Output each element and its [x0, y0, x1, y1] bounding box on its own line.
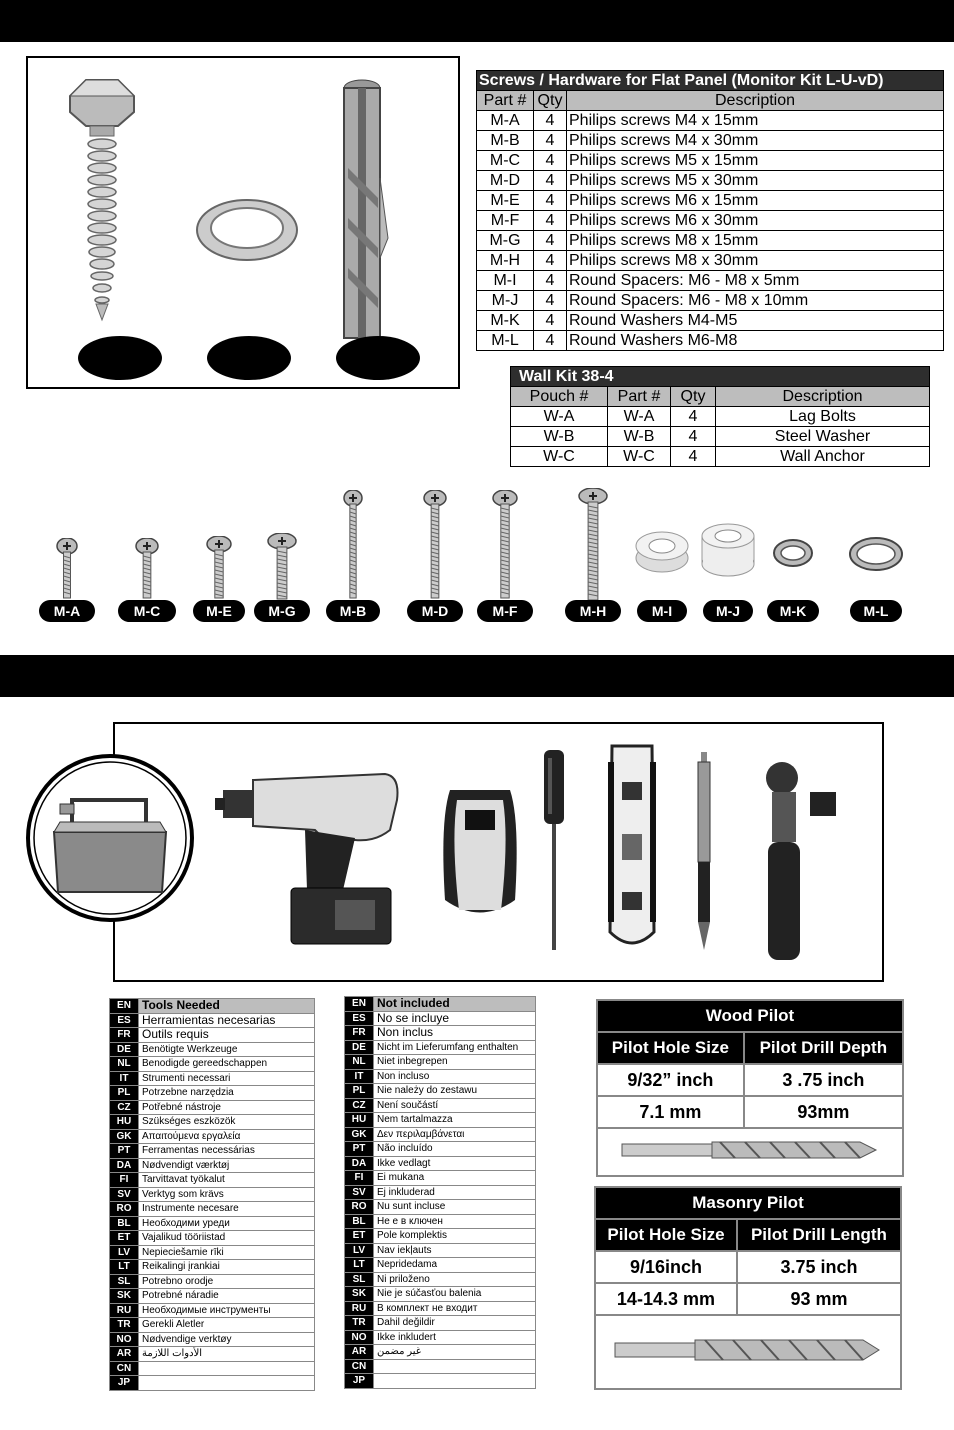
screw-icon	[421, 490, 449, 604]
hardware-cell-qty: 4	[534, 291, 567, 311]
language-row	[110, 1173, 315, 1188]
wall-kit-cell: W-C	[511, 447, 608, 467]
hardware-cell-qty: 4	[534, 131, 567, 151]
wall-kit-cell: W-A	[608, 407, 671, 427]
language-row	[345, 1345, 536, 1360]
language-row	[110, 1347, 315, 1362]
language-row	[110, 1361, 315, 1376]
language-text: Δεν περιλαμβάνεται	[374, 1127, 536, 1142]
language-text: Απαιτούμενα εργαλεία	[139, 1129, 315, 1144]
screw-icon	[576, 488, 610, 606]
hardware-cell-desc: Philips screws M6 x 15mm	[567, 191, 944, 211]
label-oval-w-c	[336, 336, 420, 380]
language-text: Benodigde gereedschappen	[139, 1057, 315, 1072]
language-text: Instrumente necesare	[139, 1202, 315, 1217]
masonry-pilot-cell: 9/16inch	[595, 1251, 737, 1283]
lag-bolt-icon	[70, 80, 134, 320]
language-row	[110, 1274, 315, 1289]
language-code: FR	[110, 1028, 139, 1043]
language-code: SV	[345, 1185, 374, 1200]
washer-icon	[772, 538, 814, 568]
language-row	[110, 1289, 315, 1304]
steel-washer-icon	[197, 200, 297, 260]
hardware-cell-qty: 4	[534, 151, 567, 171]
wall-kit-title: Wall Kit 38-4	[511, 367, 930, 387]
hardware-row	[477, 191, 944, 211]
language-text: Reikalingi įrankiai	[139, 1260, 315, 1275]
wall-kit-cell: 4	[671, 447, 716, 467]
language-row	[110, 1158, 315, 1173]
masonry-pilot-col-length: Pilot Drill Length	[737, 1219, 901, 1251]
wall-kit-cell: Steel Washer	[716, 427, 930, 447]
language-text: Není součástí	[374, 1098, 536, 1113]
masonry-pilot-cell: 93 mm	[737, 1283, 901, 1315]
language-row	[345, 1055, 536, 1070]
language-row	[345, 1243, 536, 1258]
language-row	[345, 1026, 536, 1041]
wood-pilot-cell: 3 .75 inch	[744, 1064, 903, 1096]
screw-icon	[341, 490, 365, 604]
tools-needed-table	[109, 998, 315, 1391]
hardware-cell-part: M-K	[477, 311, 534, 331]
language-code: GK	[345, 1127, 374, 1142]
hardware-cell-desc: Philips screws M5 x 30mm	[567, 171, 944, 191]
hardware-cell-desc: Round Washers M6-M8	[567, 331, 944, 351]
language-code: PT	[110, 1144, 139, 1159]
language-code: DE	[110, 1042, 139, 1057]
wall-kit-cell: W-C	[608, 447, 671, 467]
hardware-row	[477, 111, 944, 131]
label-oval-w-b	[207, 336, 291, 380]
wood-drill-bit-icon	[620, 1137, 880, 1163]
language-code: JP	[345, 1374, 374, 1389]
language-code: LV	[110, 1245, 139, 1260]
language-code: GK	[110, 1129, 139, 1144]
language-row	[345, 1040, 536, 1055]
language-text: Ferramentas necessárias	[139, 1144, 315, 1159]
language-row	[110, 1303, 315, 1318]
hardware-cell-part: M-B	[477, 131, 534, 151]
language-row	[110, 1100, 315, 1115]
hardware-cell-desc: Round Spacers: M6 - M8 x 10mm	[567, 291, 944, 311]
language-code: PT	[345, 1142, 374, 1157]
language-text: Nødvendigt værktøj	[139, 1158, 315, 1173]
language-text: В комплект не входит	[374, 1301, 536, 1316]
col-pouch: Pouch #	[511, 387, 608, 407]
hardware-row	[477, 231, 944, 251]
hardware-cell-part: M-J	[477, 291, 534, 311]
language-text: Verktyg som krävs	[139, 1187, 315, 1202]
language-code: RO	[110, 1202, 139, 1217]
language-text: Strumenti necessari	[139, 1071, 315, 1086]
hardware-cell-part: M-A	[477, 111, 534, 131]
part-label: M-B	[326, 600, 380, 622]
language-text: Не е в ключен	[374, 1214, 536, 1229]
hardware-cell-desc: Round Washers M4-M5	[567, 311, 944, 331]
language-code: EN	[345, 997, 374, 1012]
language-code: TR	[110, 1318, 139, 1333]
language-code: SL	[110, 1274, 139, 1289]
label-oval-w-a	[78, 336, 162, 380]
language-row	[110, 1057, 315, 1072]
language-row	[345, 1098, 536, 1113]
wall-kit-cell: W-B	[511, 427, 608, 447]
language-code: DE	[345, 1040, 374, 1055]
screwdriver-icon	[536, 748, 572, 953]
level-icon	[606, 742, 658, 957]
language-code: NO	[345, 1330, 374, 1345]
language-text: Nav iekļauts	[374, 1243, 536, 1258]
wall-kit-row	[511, 427, 930, 447]
top-header-bar	[0, 0, 954, 42]
hardware-cell-desc: Philips screws M8 x 30mm	[567, 251, 944, 271]
part-label: M-C	[118, 600, 176, 622]
section-header-bar	[0, 655, 954, 697]
wall-kit-cell: 4	[671, 407, 716, 427]
language-row	[345, 1171, 536, 1186]
part-label: M-J	[703, 600, 753, 622]
language-code: DA	[110, 1158, 139, 1173]
language-text: Ei mukana	[374, 1171, 536, 1186]
language-code: ET	[110, 1231, 139, 1246]
language-row	[110, 1202, 315, 1217]
hardware-cell-qty: 4	[534, 271, 567, 291]
language-code: LT	[345, 1258, 374, 1273]
hardware-cell-part: M-I	[477, 271, 534, 291]
wood-pilot-cell: 93mm	[744, 1096, 903, 1128]
language-code: EN	[110, 999, 139, 1014]
language-text: Potrzebne narzędzia	[139, 1086, 315, 1101]
language-code: FI	[345, 1171, 374, 1186]
language-row	[110, 1245, 315, 1260]
language-text: Potrebno orodje	[139, 1274, 315, 1289]
language-code: RU	[345, 1301, 374, 1316]
language-text: Необходимые инструменты	[139, 1303, 315, 1318]
language-row	[345, 1214, 536, 1229]
hardware-row	[477, 331, 944, 351]
wall-kit-row	[511, 407, 930, 427]
language-code: SV	[110, 1187, 139, 1202]
wood-pilot-cell: 7.1 mm	[597, 1096, 744, 1128]
hardware-row	[477, 131, 944, 151]
wood-pilot-cell: 9/32” inch	[597, 1064, 744, 1096]
language-row	[345, 1084, 536, 1099]
hardware-cell-part: M-G	[477, 231, 534, 251]
language-row	[110, 1028, 315, 1043]
language-row	[110, 1216, 315, 1231]
hardware-row	[477, 271, 944, 291]
col-qty: Qty	[534, 91, 567, 111]
language-code: HU	[345, 1113, 374, 1128]
language-row	[345, 1258, 536, 1273]
language-header-row	[110, 999, 315, 1014]
language-text: Dahil değildir	[374, 1316, 536, 1331]
wall-kit-table	[510, 366, 930, 467]
language-code: JP	[110, 1376, 139, 1391]
language-text	[374, 1374, 536, 1389]
language-row	[110, 1260, 315, 1275]
hardware-cell-qty: 4	[534, 331, 567, 351]
wood-pilot-col-depth: Pilot Drill Depth	[744, 1032, 903, 1064]
part-label: M-G	[254, 600, 310, 622]
language-text: Não incluído	[374, 1142, 536, 1157]
language-text: غير مضمن	[374, 1345, 536, 1360]
language-text: Niet inbegrepen	[374, 1055, 536, 1070]
language-row	[345, 1113, 536, 1128]
language-row	[345, 1272, 536, 1287]
col-part: Part #	[477, 91, 534, 111]
language-text: Szükséges eszközök	[139, 1115, 315, 1130]
language-text: Nie należy do zestawu	[374, 1084, 536, 1099]
wall-kit-cell: Wall Anchor	[716, 447, 930, 467]
language-code: IT	[110, 1071, 139, 1086]
language-code: AR	[345, 1345, 374, 1360]
hardware-cell-desc: Round Spacers: M6 - M8 x 5mm	[567, 271, 944, 291]
language-text	[374, 1359, 536, 1374]
wood-pilot-title: Wood Pilot	[597, 1000, 903, 1032]
language-row	[110, 1332, 315, 1347]
language-text: Ni priloženo	[374, 1272, 536, 1287]
language-row	[110, 1086, 315, 1101]
wall-kit-illustration	[26, 56, 460, 389]
language-row	[110, 1129, 315, 1144]
language-row	[110, 1187, 315, 1202]
language-row	[345, 1200, 536, 1215]
part-label: M-F	[477, 600, 533, 622]
wall-anchor-icon	[344, 80, 388, 338]
screw-icon	[490, 490, 520, 604]
language-code: PL	[345, 1084, 374, 1099]
spacer-icon	[634, 530, 690, 574]
col-qty: Qty	[671, 387, 716, 407]
language-text: Nie je súčasťou balenia	[374, 1287, 536, 1302]
hardware-cell-desc: Philips screws M4 x 15mm	[567, 111, 944, 131]
language-text: Nu sunt incluse	[374, 1200, 536, 1215]
hardware-cell-part: M-C	[477, 151, 534, 171]
language-text: Необходими уреди	[139, 1216, 315, 1231]
language-row	[110, 1042, 315, 1057]
language-text: Nepieciešamie rīki	[139, 1245, 315, 1260]
hardware-row	[477, 311, 944, 331]
language-row	[110, 1231, 315, 1246]
language-row	[345, 1185, 536, 1200]
language-row	[345, 1011, 536, 1026]
language-code: BL	[110, 1216, 139, 1231]
language-code: IT	[345, 1069, 374, 1084]
language-code: FI	[110, 1173, 139, 1188]
language-text: Herramientas necesarias	[139, 1013, 315, 1028]
screw-icon	[133, 538, 161, 604]
language-header-row	[345, 997, 536, 1012]
hardware-cell-part: M-D	[477, 171, 534, 191]
language-code: RO	[345, 1200, 374, 1215]
wall-kit-row	[511, 447, 930, 467]
language-code: CN	[110, 1361, 139, 1376]
language-row	[345, 1359, 536, 1374]
part-label: M-D	[407, 600, 463, 622]
language-code: SL	[345, 1272, 374, 1287]
spacer-icon	[700, 522, 756, 578]
language-code: SK	[110, 1289, 139, 1304]
hardware-cell-part: M-F	[477, 211, 534, 231]
language-row	[345, 1330, 536, 1345]
col-description: Description	[567, 91, 944, 111]
hardware-cell-desc: Philips screws M6 x 30mm	[567, 211, 944, 231]
hardware-row	[477, 151, 944, 171]
language-text: Vajalikud tööriistad	[139, 1231, 315, 1246]
part-label: M-A	[39, 600, 95, 622]
language-text: Nem tartalmazza	[374, 1113, 536, 1128]
language-row	[110, 1071, 315, 1086]
screw-icon	[265, 533, 299, 605]
pencil-icon	[692, 752, 716, 952]
language-text: No se incluye	[374, 1011, 536, 1026]
language-code: NL	[345, 1055, 374, 1070]
wood-pilot-col-size: Pilot Hole Size	[597, 1032, 744, 1064]
hardware-cell-qty: 4	[534, 231, 567, 251]
language-row	[110, 1013, 315, 1028]
language-row	[345, 1127, 536, 1142]
language-text: Pole komplektis	[374, 1229, 536, 1244]
language-row	[345, 1287, 536, 1302]
col-description: Description	[716, 387, 930, 407]
hardware-cell-desc: Philips screws M5 x 15mm	[567, 151, 944, 171]
language-code: FR	[345, 1026, 374, 1041]
wall-kit-cell: Lag Bolts	[716, 407, 930, 427]
masonry-drill-bit-icon	[613, 1335, 883, 1365]
not-included-table	[344, 996, 536, 1389]
part-label: M-E	[193, 600, 245, 622]
masonry-pilot-cell: 14-14.3 mm	[595, 1283, 737, 1315]
language-code: HU	[110, 1115, 139, 1130]
hardware-cell-part: M-E	[477, 191, 534, 211]
language-code: NL	[110, 1057, 139, 1072]
language-text: Ikke vedlagt	[374, 1156, 536, 1171]
language-row	[345, 1301, 536, 1316]
hardware-cell-desc: Philips screws M8 x 15mm	[567, 231, 944, 251]
wall-kit-drawing	[28, 58, 458, 387]
language-text: Ikke inkludert	[374, 1330, 536, 1345]
language-row	[345, 1156, 536, 1171]
language-row	[345, 1142, 536, 1157]
language-row	[110, 1115, 315, 1130]
hardware-row	[477, 211, 944, 231]
language-text: Potrebné náradie	[139, 1289, 315, 1304]
hardware-table	[476, 70, 944, 351]
language-code: PL	[110, 1086, 139, 1101]
language-code: SK	[345, 1287, 374, 1302]
language-code: CZ	[345, 1098, 374, 1113]
language-row	[345, 1229, 536, 1244]
language-code: RU	[110, 1303, 139, 1318]
language-text	[139, 1376, 315, 1391]
part-label: M-I	[637, 600, 687, 622]
hardware-cell-qty: 4	[534, 251, 567, 271]
language-text: Benötigte Werkzeuge	[139, 1042, 315, 1057]
language-text: Nepridedama	[374, 1258, 536, 1273]
language-text: Nicht im Lieferumfang enthalten	[374, 1040, 536, 1055]
wood-pilot-table	[596, 999, 904, 1177]
language-code: LV	[345, 1243, 374, 1258]
language-row	[345, 1316, 536, 1331]
hardware-cell-part: M-L	[477, 331, 534, 351]
part-label: M-L	[850, 600, 902, 622]
language-text: Non inclus	[374, 1026, 536, 1041]
language-code: CN	[345, 1359, 374, 1374]
language-code: ES	[345, 1011, 374, 1026]
language-code: ET	[345, 1229, 374, 1244]
language-text: Tarvittavat työkalut	[139, 1173, 315, 1188]
hardware-cell-qty: 4	[534, 311, 567, 331]
language-row	[110, 1144, 315, 1159]
language-code: AR	[110, 1347, 139, 1362]
hardware-cell-qty: 4	[534, 171, 567, 191]
language-text: Nødvendige verktøy	[139, 1332, 315, 1347]
hardware-cell-desc: Philips screws M4 x 30mm	[567, 131, 944, 151]
masonry-pilot-title: Masonry Pilot	[595, 1187, 901, 1219]
language-row	[345, 1374, 536, 1389]
language-code: ES	[110, 1013, 139, 1028]
language-code: NO	[110, 1332, 139, 1347]
cordless-drill-icon	[215, 760, 405, 950]
language-code: DA	[345, 1156, 374, 1171]
screw-icon	[54, 538, 80, 604]
language-header-text: Not included	[374, 997, 536, 1012]
language-text: Ej inkluderad	[374, 1185, 536, 1200]
wall-kit-cell: W-A	[511, 407, 608, 427]
language-text	[139, 1361, 315, 1376]
wall-kit-cell: W-B	[608, 427, 671, 447]
socket-wrench-icon	[752, 756, 852, 961]
language-code: BL	[345, 1214, 374, 1229]
language-text: الأدوات اللازمة	[139, 1347, 315, 1362]
hardware-cell-qty: 4	[534, 111, 567, 131]
language-text: Gerekli Aletler	[139, 1318, 315, 1333]
language-row	[110, 1376, 315, 1391]
language-row	[110, 1318, 315, 1333]
hardware-table-title: Screws / Hardware for Flat Panel (Monitor Kit L-U-vD)	[477, 71, 944, 91]
language-code: LT	[110, 1260, 139, 1275]
screw-icon	[204, 536, 234, 604]
hardware-row	[477, 291, 944, 311]
language-text: Potřebné nástroje	[139, 1100, 315, 1115]
washer-icon	[848, 536, 904, 572]
hardware-row	[477, 251, 944, 271]
col-part: Part #	[608, 387, 671, 407]
stud-finder-icon	[435, 780, 525, 930]
language-code: TR	[345, 1316, 374, 1331]
hardware-cell-part: M-H	[477, 251, 534, 271]
hardware-cell-qty: 4	[534, 191, 567, 211]
masonry-pilot-cell: 3.75 inch	[737, 1251, 901, 1283]
hardware-cell-qty: 4	[534, 211, 567, 231]
part-label: M-K	[767, 600, 819, 622]
language-text: Non incluso	[374, 1069, 536, 1084]
language-code: CZ	[110, 1100, 139, 1115]
language-row	[345, 1069, 536, 1084]
wall-kit-cell: 4	[671, 427, 716, 447]
masonry-pilot-col-size: Pilot Hole Size	[595, 1219, 737, 1251]
part-label: M-H	[565, 600, 621, 622]
language-header-text: Tools Needed	[139, 999, 315, 1014]
toolbox-icon	[24, 752, 196, 924]
hardware-row	[477, 171, 944, 191]
language-text: Outils requis	[139, 1028, 315, 1043]
masonry-pilot-table	[594, 1186, 902, 1390]
